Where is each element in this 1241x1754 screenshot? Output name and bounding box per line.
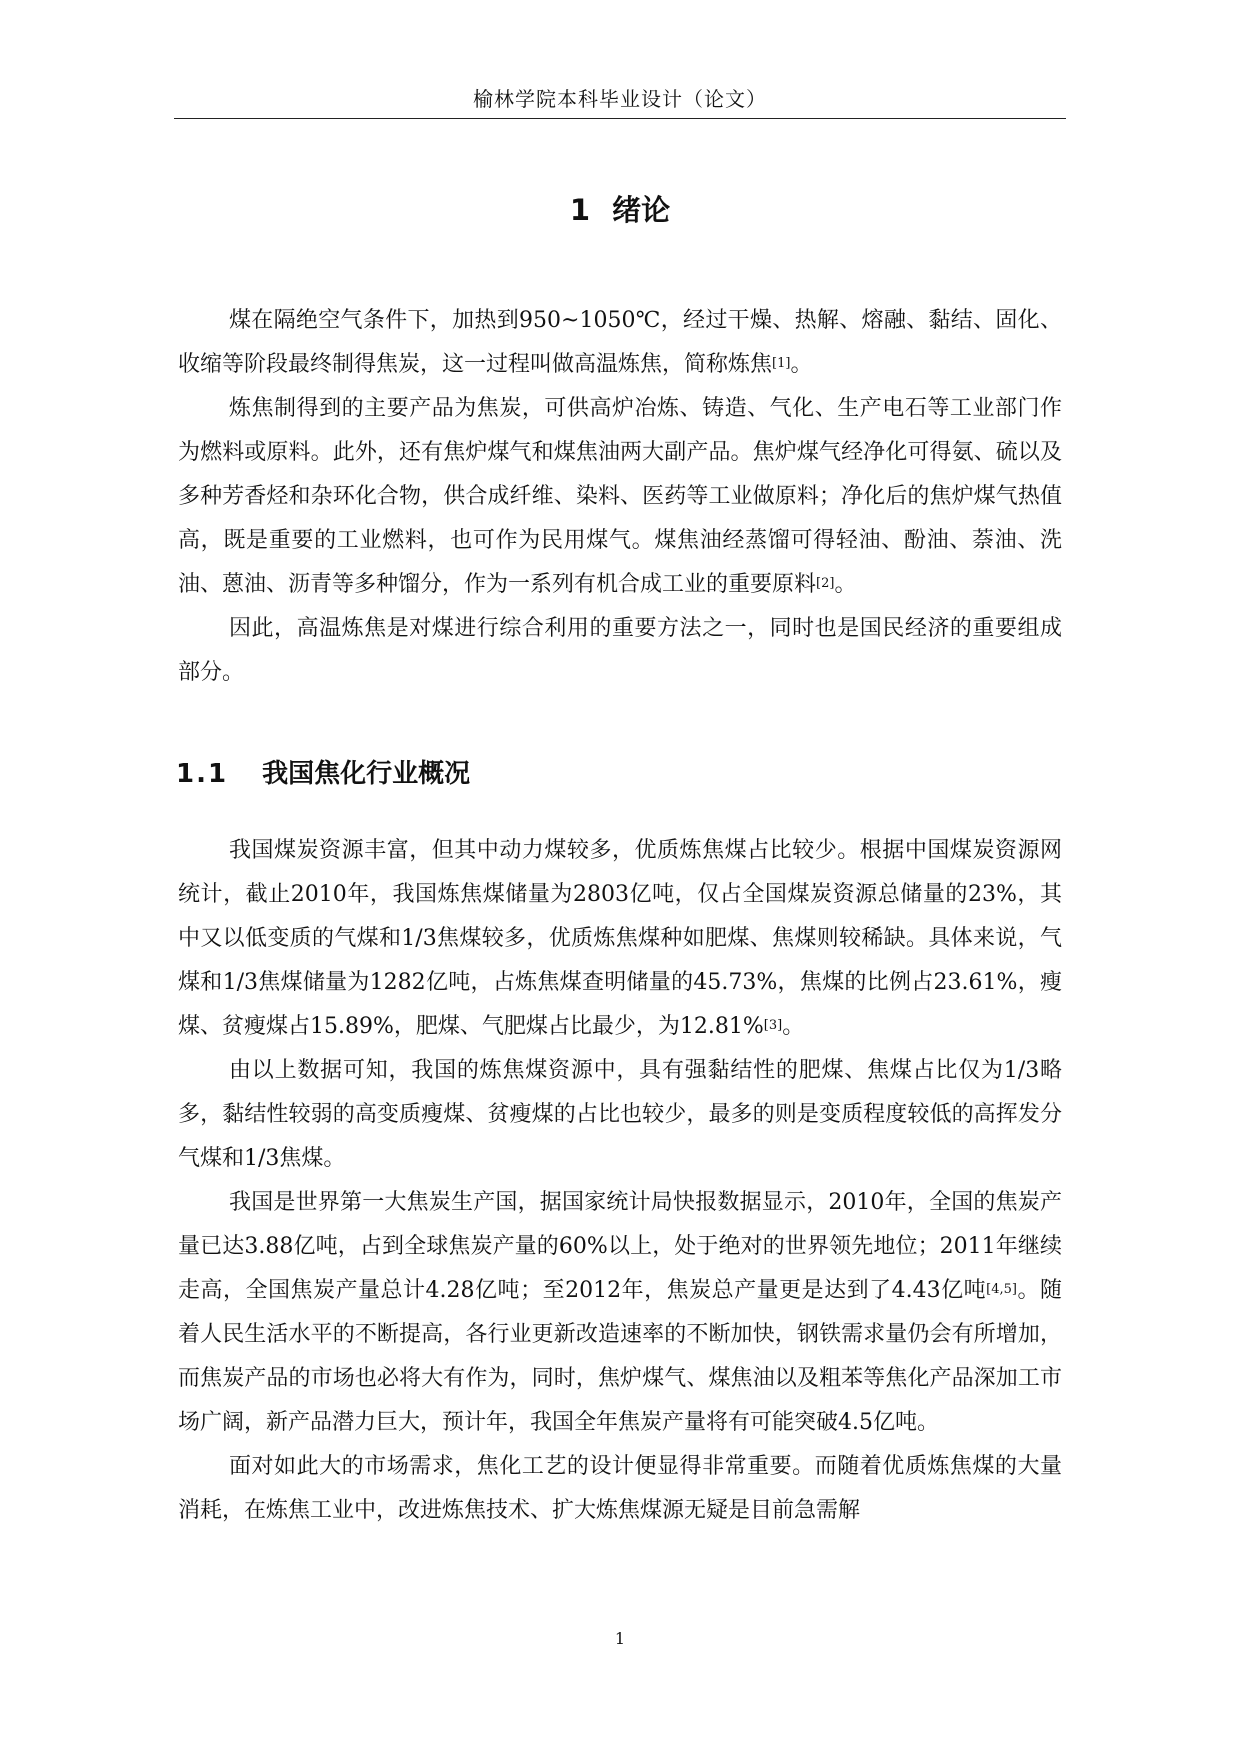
paragraph-tail: 。 — [834, 572, 857, 597]
section-heading — [176, 754, 470, 794]
chapter-title — [174, 190, 1066, 230]
paragraph-text: 我国煤炭资源丰富，但其中动力煤较多，优质炼焦煤占比较少。根据中国煤炭资源网统计，截止2010年，我国炼焦煤储量为2803亿吨，仅占全国煤炭资源总储量的23%，其中又以低变质的气煤和1/3焦煤较多，优质炼焦煤种如肥煤、焦煤则较稀缺。具体来说，气煤和1/3焦煤储量为1282亿吨，占炼焦煤查明储量的45.73%，焦煤的比例占23.61%，瘦煤、贫瘦煤占15.89%，肥煤、气肥煤占比最少，为12.81% — [178, 838, 1062, 1039]
paragraph-text: 因此，高温炼焦是对煤进行综合利用的重要方法之一，同时也是国民经济的重要组成部分。 — [178, 616, 1062, 685]
header-divider — [174, 118, 1066, 119]
citation: [4,5] — [986, 1282, 1017, 1297]
paragraph-text: 我国是世界第一大焦炭生产国，据国家统计局快报数据显示，2010年，全国的焦炭产量已达3.88亿吨，占到全球焦炭产量的60%以上，处于绝对的世界领先地位；2011年继续走高，全国焦炭产量总计4.28亿吨；至2012年，焦炭总产量更是达到了4.43亿吨 — [178, 1190, 1062, 1303]
paragraph — [178, 387, 1062, 607]
paragraph-tail: 。 — [782, 1014, 805, 1039]
paragraph-text: 炼焦制得到的主要产品为焦炭，可供高炉冶炼、铸造、气化、生产电石等工业部门作为燃料或原料。此外，还有焦炉煤气和煤焦油两大副产品。焦炉煤气经净化可得氨、硫以及多种芳香烃和杂环化合物，供合成纤维、染料、医药等工业做原料；净化后的焦炉煤气热值高，既是重要的工业燃料，也可作为民用煤气。煤焦油经蒸馏可得轻油、酚油、萘油、洗油、蒽油、沥青等多种馏分，作为一系列有机合成工业的重要原料 — [178, 396, 1062, 597]
paragraph — [178, 1445, 1062, 1533]
section-title-text: 我国焦化行业概况 — [262, 759, 471, 789]
paragraph — [178, 1181, 1062, 1445]
paragraph-text: 面对如此大的市场需求，焦化工艺的设计便显得非常重要。而随着优质炼焦煤的大量消耗，在炼焦工业中，改进炼焦技术、扩大炼焦煤源无疑是目前急需解 — [178, 1454, 1062, 1523]
running-header: 榆林学院本科毕业设计（论文） — [473, 87, 767, 111]
page-number: 1 — [614, 1629, 626, 1648]
paragraph-text: 由以上数据可知，我国的炼焦煤资源中，具有强黏结性的肥煤、焦煤占比仅为1/3略多，黏结性较弱的高变质瘦煤、贫瘦煤的占比也较少，最多的则是变质程度较低的高挥发分气煤和1/3焦煤。 — [178, 1058, 1062, 1171]
chapter-title-text: 绪论 — [612, 193, 671, 227]
section-body — [178, 829, 1062, 1533]
citation: [2] — [816, 576, 835, 591]
paragraph — [178, 299, 1062, 387]
citation: [1] — [772, 356, 791, 371]
section-number: 1.1 — [176, 759, 229, 789]
paragraph-tail: 。 — [790, 352, 813, 377]
paragraph-text: 煤在隔绝空气条件下，加热到950~1050℃，经过干燥、热解、熔融、黏结、固化、收缩等阶段最终制得焦炭，这一过程叫做高温炼焦，简称炼焦 — [178, 308, 1062, 377]
paragraph — [178, 607, 1062, 695]
chapter-number: 1 — [569, 193, 591, 227]
paragraph — [178, 1049, 1062, 1181]
intro-body — [178, 299, 1062, 695]
citation: [3] — [763, 1018, 783, 1033]
paragraph — [178, 829, 1062, 1049]
paragraph-tail: 。随着人民生活水平的不断提高，各行业更新改造速率的不断加快，钢铁需求量仍会有所增加，而焦炭产品的市场也必将大有作为，同时，焦炉煤气、煤焦油以及粗苯等焦化产品深加工市场广阔，新产品潜力巨大，预计年，我国全年焦炭产量将有可能突破4.5亿吨。 — [178, 1278, 1062, 1435]
